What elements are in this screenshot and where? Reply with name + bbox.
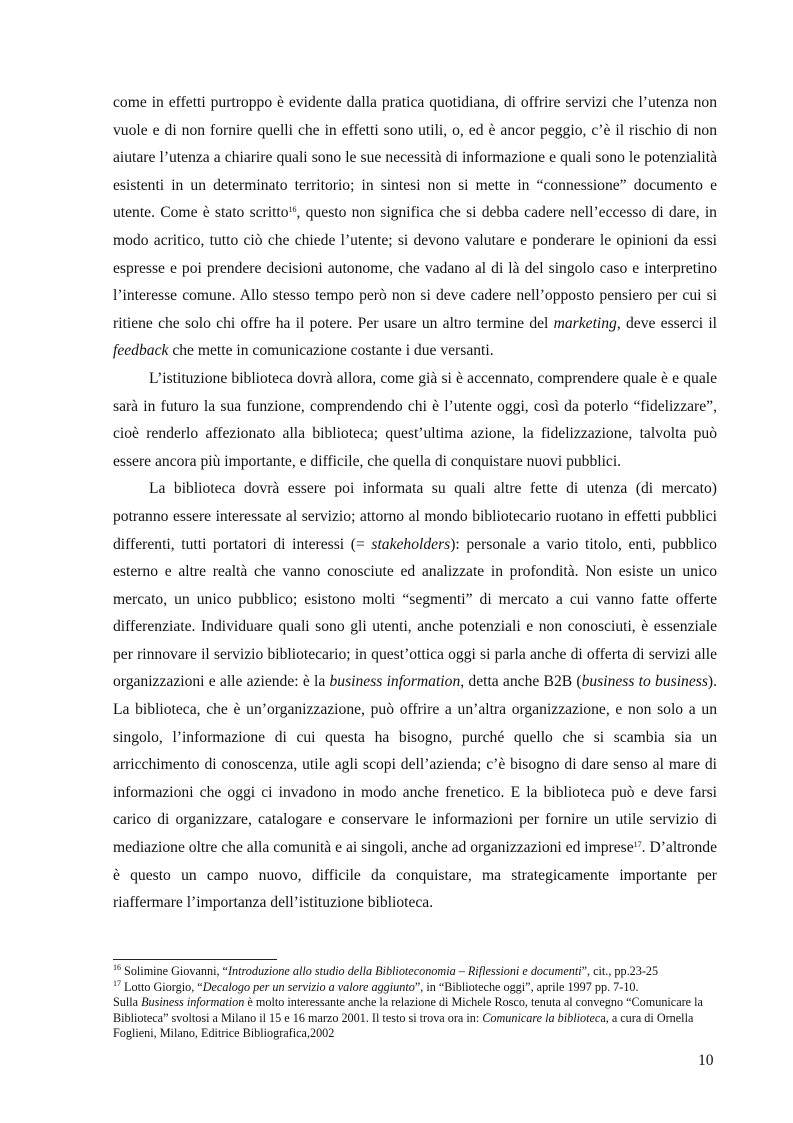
italic-text: business information (329, 673, 461, 691)
text-run: come in effetti purtroppo è evidente dalla pratica quotidiana, di offrire servizi che l’utenza non vuole e di non fornire quelli che in effetti sono utili, o, ed è ancor peggio, c’è il rischio di non aiutare l’utenza a chiarire quali sono le sue necessità di informazione e quali sono le potenzialità esistenti in un determinato territorio; in sintesi non si mette in “connessione” documento e utente. Come è stato scritto (113, 94, 717, 222)
paragraph (113, 89, 717, 365)
paragraph (113, 475, 717, 917)
footnote (113, 995, 733, 1042)
text-run: La biblioteca dovrà essere poi informata su quali altre fette di utenza (di mercato) potranno essere interessate al servizio; attorno al mondo bibliotecario ruotano in effetti pubblici differenti, tutti portatori di interessi (= (113, 480, 717, 553)
paragraph (113, 365, 717, 475)
footnote (113, 964, 733, 980)
footnote-reference: 16 (113, 963, 121, 972)
text-run: ”, in “Biblioteche oggi”, aprile 1997 pp. 7-10. (414, 979, 639, 994)
footnote-reference: 17 (633, 840, 642, 850)
italic-text: Business information (141, 995, 245, 1009)
italic-text: stakeholders (371, 535, 451, 553)
text-run: Lotto Giorgio, “ (121, 979, 203, 994)
footnotes (113, 964, 733, 1042)
text-run: Sulla (113, 995, 142, 1009)
text-run: è molto interessante anche la relazione di Michele Rosco, tenuta al convegno “Comunicare la Biblioteca” svoltosi a Milano il 15 e 16 marzo 2001. Il testo si trova ora in: (113, 995, 703, 1025)
text-run: L’istituzione biblioteca dovrà allora, come già si è accennato, comprendere quale è e quale sarà in futuro la sua funzione, comprendendo chi è l’utente oggi, così da poterlo “fidelizzare”, cioè renderlo affezionato alla biblioteca; quest’ultima azione, la fidelizzazione, talvolta può essere ancora più importante, e difficile, che quella di conquistare nuovi pubblici. (113, 369, 717, 470)
text-run: a, a cura di Ornella Foglieni, Milano, Editrice Bibliografica,2002 (113, 1010, 694, 1040)
italic-text: Comunicare la bibliotec (482, 1010, 601, 1025)
italic-text: marketing (553, 314, 617, 332)
italic-text: business to business (581, 673, 708, 691)
text-run: ): personale a vario titolo, enti, pubblico esterno e altre realtà che vanno conosciute ed analizzate in profondità. Non esiste un unico mercato, un unico pubblico; esistono molti “segmenti” di mercato a cui vanno fatte offerte differenziate. Individuare quali sono gli utenti, anche potenziali e non conosciuti, è essenziale per rinnovare il servizio bibliotecario; in quest’ottica oggi si parla anche di offerta di servizi alle organizzazioni e alle aziende: è la (113, 535, 717, 691)
text-run: . D’altronde è questo un campo nuovo, difficile da conquistare, ma strategicamente importante per riaffermare l’importanza dell’istituzione biblioteca. (113, 839, 718, 912)
text-run: ). La biblioteca, che è un’organizzazione, può offrire a un’altra organizzazione, e non solo a un singolo, l’informazione di cui questa ha bisogno, purché quello che si scambia sia un arricchimento di conoscenza, utile agli scopi dell’azienda; c’è bisogno di dare senso al mare di informazioni che oggi ci invadono in modo anche frenetico. E la biblioteca può e deve farsi carico di organizzare, catalogare e conservare le informazioni per fornire un utile servizio di mediazione oltre che alla comunità e ai singoli, anche ad organizzazioni ed imprese (113, 673, 717, 857)
text-run: , questo non significa che si debba cadere nell’eccesso di dare, in modo acritico, tutto ciò che chiede l’utente; si devono valutare e ponderare le opinioni da essi espresse e poi prendere decisioni autonome, che vadano al di là del singolo caso e interpretino l’interesse comune. Allo stesso tempo però non si deve cadere nell’opposto pensiero per cui si ritiene che solo chi offre ha il potere. Per usare un altro termine del (113, 204, 717, 332)
italic-text: feedback (113, 342, 169, 360)
footnote-reference: 17 (113, 978, 121, 988)
italic-text: Introduzione allo studio della Biblioteconomia – Riflessioni e documenti (227, 964, 582, 978)
text-run: , deve esserci il (616, 314, 717, 332)
italic-text: Decalogo per un servizio a valore aggiunto (202, 979, 415, 994)
footnote-reference: 16 (288, 205, 297, 215)
page-number: 10 (698, 1052, 714, 1069)
footnote (113, 980, 733, 996)
text-run: ”, cit., pp.23-25 (581, 964, 659, 978)
text-run: , detta anche B2B ( (460, 673, 582, 691)
text-run: che mette in comunicazione costante i due versanti. (168, 342, 494, 360)
body-text (113, 89, 717, 917)
text-run: Solimine Giovanni, “ (121, 964, 228, 978)
footnote-separator (113, 959, 277, 960)
